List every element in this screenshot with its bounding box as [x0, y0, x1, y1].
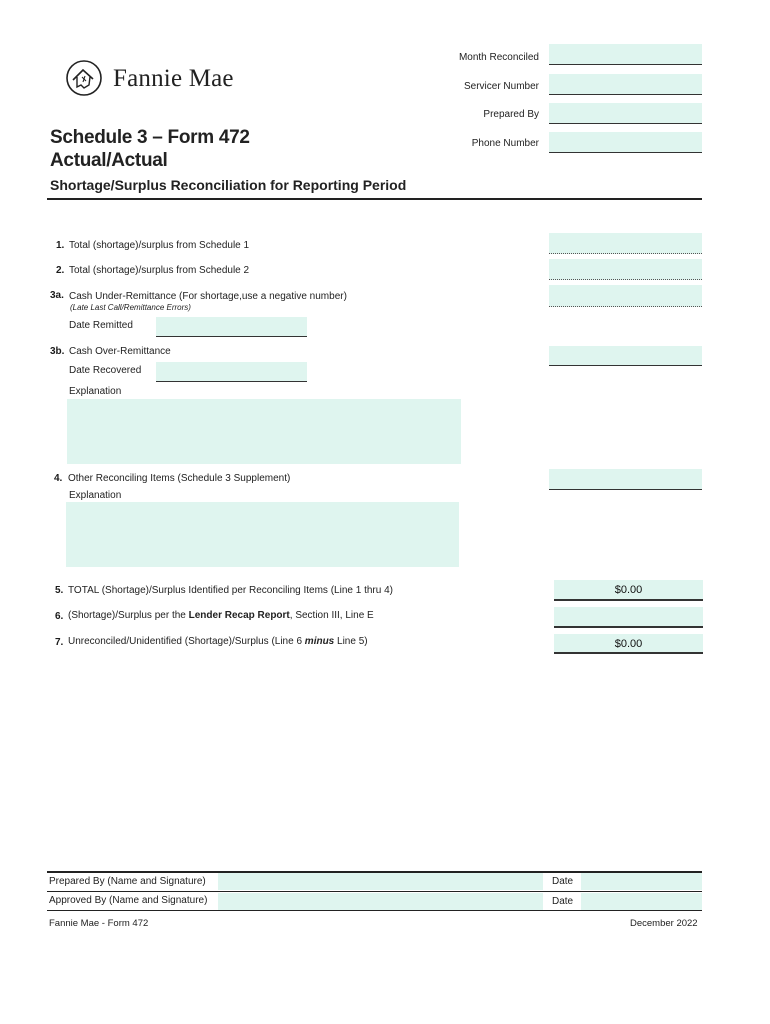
line-4-input[interactable]	[549, 469, 702, 490]
line-5-label: TOTAL (Shortage)/Surplus Identified per Reconciling Items (Line 1 thru 4)	[68, 585, 393, 596]
prepared-date-label: Date	[552, 876, 574, 887]
line-3b-number: 3b.	[50, 346, 65, 357]
minus-text: minus	[304, 636, 335, 647]
servicer-number-label: Servicer Number	[463, 81, 539, 92]
line-5-number: 5.	[55, 585, 64, 596]
prepared-by-signature-input[interactable]	[218, 873, 543, 890]
approved-by-signature-label: Approved By (Name and Signature)	[49, 895, 208, 906]
house-logo-icon	[64, 58, 104, 98]
line-3a-note: (Late Last Call/Remittance Errors)	[70, 303, 191, 312]
line-6-label-post: , Section III, Line E	[289, 610, 374, 621]
line-7-label-pre: Unreconciled/Unidentified (Shortage)/Surplus (Line 6	[68, 636, 305, 647]
line-6-input[interactable]	[554, 607, 703, 628]
form-subtitle-type: Actual/Actual	[50, 150, 168, 171]
line-2-input[interactable]	[549, 259, 702, 280]
line-1-label: Total (shortage)/surplus from Schedule 1	[69, 240, 250, 251]
line-1-input[interactable]	[549, 233, 702, 254]
line-7-label	[68, 636, 368, 647]
approved-date-label: Date	[552, 896, 574, 907]
line-3a-input[interactable]	[549, 285, 702, 307]
line-6-label	[68, 610, 374, 621]
line-7-total-value: $0.00	[554, 634, 703, 654]
line-5-total-value: $0.00	[554, 580, 703, 601]
fannie-mae-logo	[64, 58, 264, 102]
prepared-by-label: Prepared By	[483, 109, 539, 120]
brand-name: Fannie Mae	[113, 65, 234, 92]
line-3a-number: 3a.	[50, 290, 64, 301]
approved-by-signature-input[interactable]	[218, 893, 543, 910]
line-6-number: 6.	[55, 611, 64, 622]
phone-number-label: Phone Number	[471, 138, 539, 149]
line-1-number: 1.	[56, 240, 65, 251]
date-recovered-input[interactable]	[156, 362, 307, 382]
line-2-label: Total (shortage)/surplus from Schedule 2	[69, 265, 250, 276]
footer-form-id: Fannie Mae - Form 472	[49, 918, 149, 929]
line-4-explanation-label: Explanation	[69, 490, 122, 501]
line-2-number: 2.	[56, 265, 65, 276]
signature-middle-rule	[47, 891, 702, 892]
line-3b-label: Cash Over-Remittance	[69, 346, 171, 357]
lender-recap-report-text: Lender Recap Report	[188, 610, 290, 621]
line-7-label-post: Line 5)	[334, 636, 368, 647]
line-3b-input[interactable]	[549, 346, 702, 366]
approved-date-input[interactable]	[581, 893, 702, 910]
prepared-by-signature-label: Prepared By (Name and Signature)	[49, 876, 206, 887]
month-reconciled-label: Month Reconciled	[458, 52, 539, 63]
line-4-number: 4.	[54, 473, 63, 484]
signature-bottom-rule	[47, 910, 702, 911]
prepared-by-input[interactable]	[549, 103, 702, 124]
line-4-explanation-textarea[interactable]	[66, 502, 459, 567]
date-remitted-label: Date Remitted	[69, 320, 133, 331]
line-3b-explanation-textarea[interactable]	[67, 399, 461, 464]
date-recovered-label: Date Recovered	[69, 365, 142, 376]
footer-date: December 2022	[630, 918, 698, 929]
form-title: Schedule 3 – Form 472	[50, 127, 250, 148]
line-7-number: 7.	[55, 637, 64, 648]
date-remitted-input[interactable]	[156, 317, 307, 337]
prepared-date-input[interactable]	[581, 873, 702, 890]
line-6-label-pre: (Shortage)/Surplus per the	[68, 610, 189, 621]
month-reconciled-input[interactable]	[549, 44, 702, 65]
section-heading: Shortage/Surplus Reconciliation for Reporting Period	[50, 177, 407, 193]
title-divider	[47, 198, 702, 200]
servicer-number-input[interactable]	[549, 74, 702, 95]
line-3a-label: Cash Under-Remittance (For shortage,use a negative number)	[69, 291, 347, 302]
line-3b-explanation-label: Explanation	[69, 386, 122, 397]
line-4-label: Other Reconciling Items (Schedule 3 Supplement)	[68, 473, 291, 484]
phone-number-input[interactable]	[549, 132, 702, 153]
